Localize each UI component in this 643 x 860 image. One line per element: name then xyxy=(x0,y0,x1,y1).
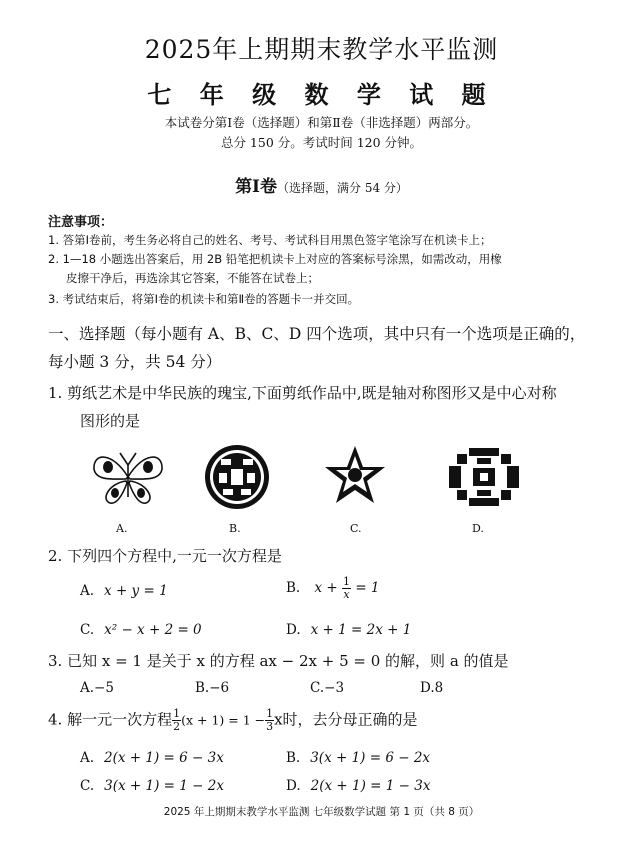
part1-line-1: 一、选择题（每小题有 A、B、C、D 四个选项，其中只有一个选项是正确的， xyxy=(48,325,586,343)
part1-line-2: 每小题 3 分，共 54 分） xyxy=(48,353,222,371)
q2-option-b[interactable]: B. x + $\frac{1}{x}$ = 1 xyxy=(286,575,380,601)
q3-option-b[interactable]: B.−6 xyxy=(195,680,230,696)
q4-stem: 4. 解一元一次方程 $\frac{1}{2}$ (x + 1) = 1 − $\frac{1}{3}$ x时，去分母正确的是 xyxy=(48,707,418,733)
q1-label-a: A. xyxy=(116,522,128,535)
notice-item: 1. 答第Ⅰ卷前，考生务必将自己的姓名、考号、考试科目用黑色签字笔涂写在机读卡上； xyxy=(48,233,492,247)
page-footer: 2025 年上期期末教学水平监测 七年级数学试题 第 1 页（共 8 页） xyxy=(163,806,480,818)
exam-title: 2025年上期期末教学水平监测 xyxy=(144,35,499,64)
snowflake-icon[interactable] xyxy=(447,446,521,508)
q2-stem: 2. 下列四个方程中,一元一次方程是 xyxy=(48,547,282,565)
section-heading xyxy=(0,172,643,197)
intro-line-2: 总分 150 分。考试时间 120 分钟。 xyxy=(220,135,423,150)
q4-option-c[interactable]: C. 3(x + 1) = 1 − 2x xyxy=(80,778,224,794)
q2-option-d[interactable]: D. x + 1 = 2x + 1 xyxy=(286,622,412,638)
q2-option-c[interactable]: C. x² − x + 2 = 0 xyxy=(80,622,202,638)
notice-heading: 注意事项： xyxy=(48,215,114,230)
q2-option-a[interactable]: A. x + y = 1 xyxy=(80,583,168,599)
q1-label-b: B. xyxy=(229,522,241,535)
notice-item: 3. 考试结束后，将第Ⅰ卷的机读卡和第Ⅱ卷的答题卡一并交回。 xyxy=(48,292,360,306)
q4-option-a[interactable]: A. 2(x + 1) = 6 − 3x xyxy=(80,750,224,766)
star-icon[interactable] xyxy=(323,444,387,506)
section-desc: （选择题，满分 54 分） xyxy=(277,181,408,195)
section-title: 第Ⅰ卷 xyxy=(235,177,278,197)
exam-subtitle: 七 年 级 数 学 试 题 xyxy=(147,80,496,109)
q3-option-a[interactable]: A.−5 xyxy=(80,680,114,696)
q1-label-c: C. xyxy=(350,522,362,535)
notice-item: 2. 1—18 小题选出答案后，用 2B 铅笔把机读卡上对应的答案标号涂黑，如需改动，用橡 xyxy=(48,252,502,266)
intro-line-1: 本试卷分第Ⅰ卷（选择题）和第Ⅱ卷（非选择题）两部分。 xyxy=(164,115,479,130)
q3-stem: 3. 已知 x = 1 是关于 x 的方程 ax − 2x + 5 = 0 的解，则 a 的值是 xyxy=(48,652,509,670)
q4-option-b[interactable]: B. 3(x + 1) = 6 − 2x xyxy=(286,750,431,766)
q3-option-d[interactable]: D.8 xyxy=(420,680,444,696)
q1-stem-line-1: 1. 剪纸艺术是中华民族的瑰宝,下面剪纸作品中,既是轴对称图形又是中心对称 xyxy=(48,384,557,402)
butterfly-icon[interactable] xyxy=(88,447,168,507)
q1-stem-line-2: 图形的是 xyxy=(80,412,141,430)
round-seal-icon[interactable] xyxy=(203,443,271,511)
q1-label-d: D. xyxy=(472,522,484,535)
fraction: $\frac{1}{x}$ xyxy=(343,575,351,601)
q4-option-d[interactable]: D. 2(x + 1) = 1 − 3x xyxy=(286,778,431,794)
notice-item: 皮擦干净后，再选涂其它答案，不能答在试卷上； xyxy=(66,271,319,285)
q3-option-c[interactable]: C.−3 xyxy=(310,680,345,696)
